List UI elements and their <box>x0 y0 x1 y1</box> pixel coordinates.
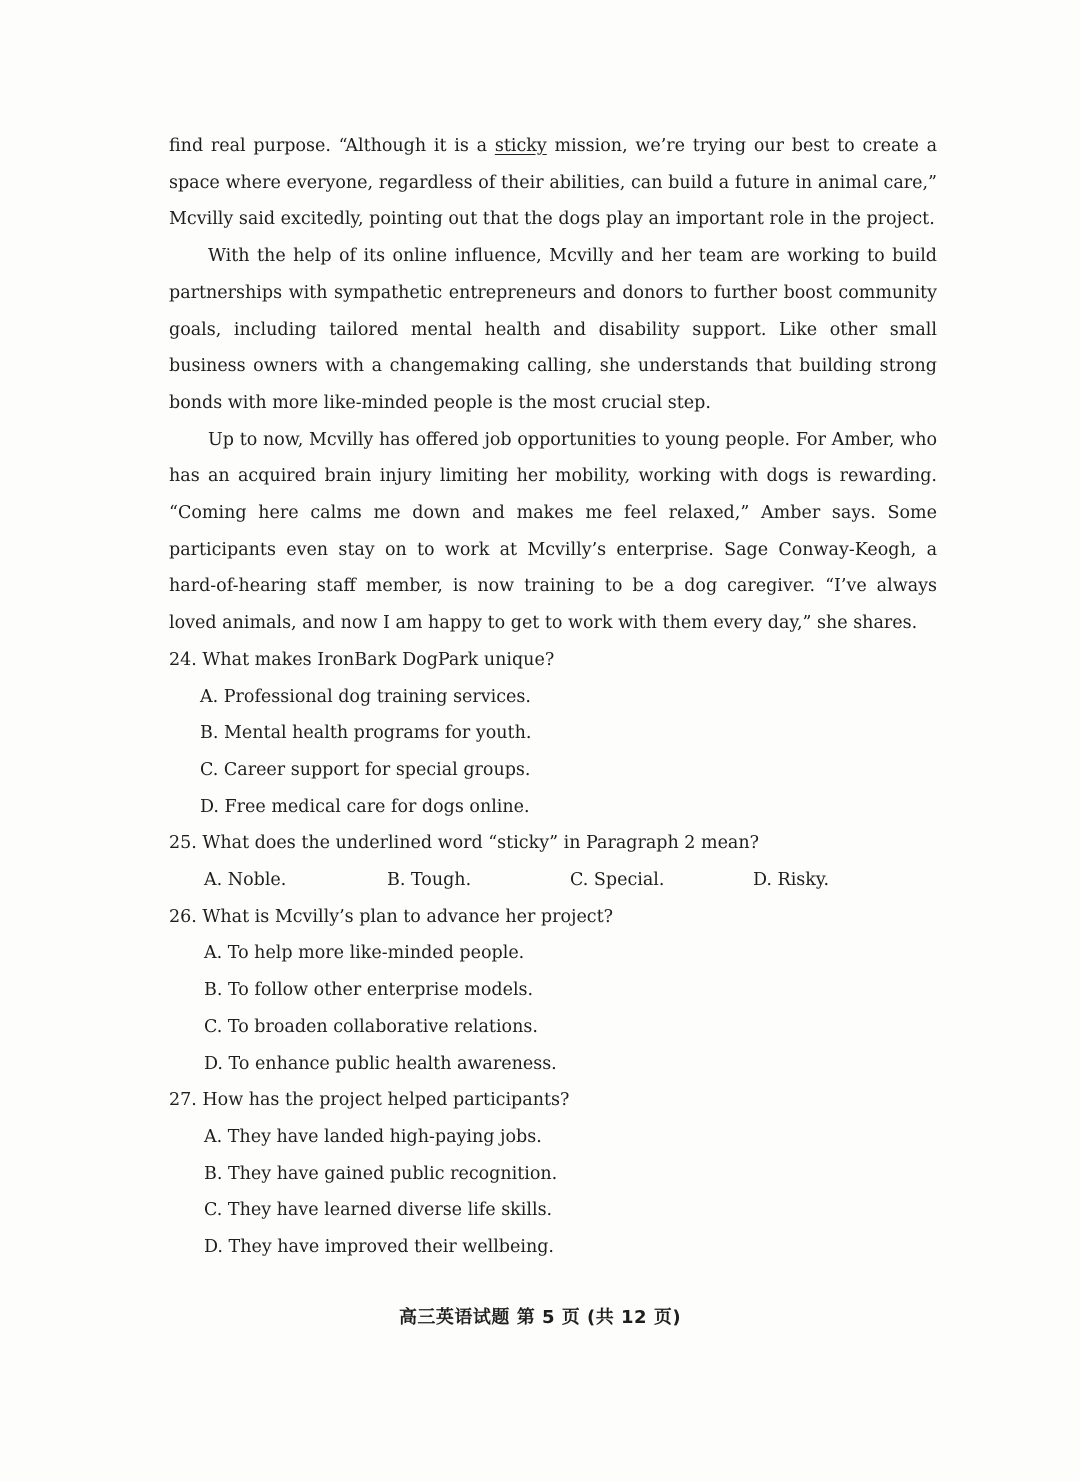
question-25-options <box>169 862 937 899</box>
question-24-option-d: D. Free medical care for dogs online. <box>200 796 530 817</box>
question-25-stem: 25. What does the underlined word “sticky” in Paragraph 2 mean? <box>169 833 760 854</box>
underlined-word-sticky: sticky <box>494 136 547 156</box>
question-24-option-c: C. Career support for special groups. <box>200 759 531 780</box>
question-26-stem: 26. What is Mcvilly’s plan to advance her project? <box>169 906 614 927</box>
passage-paragraph-1 <box>169 128 937 238</box>
question-24-options <box>169 679 937 826</box>
passage-paragraph-2: With the help of its online influence, Mcvilly and her team are working to build partnerships with sympathetic entrepreneurs and donors to further boost community goals, including tailored mental health and disability support. Like other small business owners with a changemaking calling, she understands that building strong bonds with more like-minded people is the most crucial step. <box>169 246 937 413</box>
question-25-option-a: A. Noble. <box>204 870 287 891</box>
question-24 <box>169 642 937 826</box>
page-footer: 高三英语试题 第 5 页 (共 12 页) <box>398 1307 682 1328</box>
paragraph-1-text-end: mission, we’re trying our best to create a space where everyone, regardless of their abilities, can build a future in animal care,” Mcvilly said excitedly, pointing out that the dogs play an important role in the project. <box>169 136 938 230</box>
paragraph-1-text-start: find real purpose. “Although it is a <box>169 136 495 156</box>
question-25-option-c: C. Special. <box>570 870 665 891</box>
question-27-option-d: D. They have improved their wellbeing. <box>204 1237 554 1258</box>
question-27-option-a: A. They have landed high-paying jobs. <box>204 1126 542 1147</box>
question-26-option-b: B. To follow other enterprise models. <box>204 980 534 1001</box>
question-26-option-d: D. To enhance public health awareness. <box>204 1053 557 1074</box>
question-24-stem: 24. What makes IronBark DogPark unique? <box>169 649 555 670</box>
question-27-option-c: C. They have learned diverse life skills. <box>204 1200 553 1221</box>
question-26-options <box>169 935 937 1082</box>
question-25-option-d: D. Risky. <box>753 870 830 891</box>
question-26-option-a: A. To help more like-minded people. <box>204 943 525 964</box>
question-25-option-b: B. Tough. <box>387 870 472 891</box>
question-27 <box>169 1082 937 1266</box>
question-26 <box>169 899 937 1083</box>
passage-paragraph-3: Up to now, Mcvilly has offered job opportunities to young people. For Amber, who has an acquired brain injury limiting her mobility, working with dogs is rewarding. “Coming here calms me down and makes me feel relaxed,” Amber says. Some participants even stay on to work at Mcvilly’s enterprise. Sage Conway-Keogh, a hard-of-hearing staff member, is now training to be a dog caregiver. “I’ve always loved animals, and now I am happy to get to work with them every day,” she shares. <box>169 429 937 634</box>
passage-and-questions <box>169 128 937 1266</box>
question-25 <box>169 825 937 898</box>
question-27-options <box>169 1119 937 1266</box>
question-26-option-c: C. To broaden collaborative relations. <box>204 1016 538 1037</box>
question-27-stem: 27. How has the project helped participants? <box>169 1090 570 1111</box>
question-27-option-b: B. They have gained public recognition. <box>204 1163 558 1184</box>
question-24-option-a: A. Professional dog training services. <box>200 686 531 707</box>
question-24-option-b: B. Mental health programs for youth. <box>200 723 532 744</box>
